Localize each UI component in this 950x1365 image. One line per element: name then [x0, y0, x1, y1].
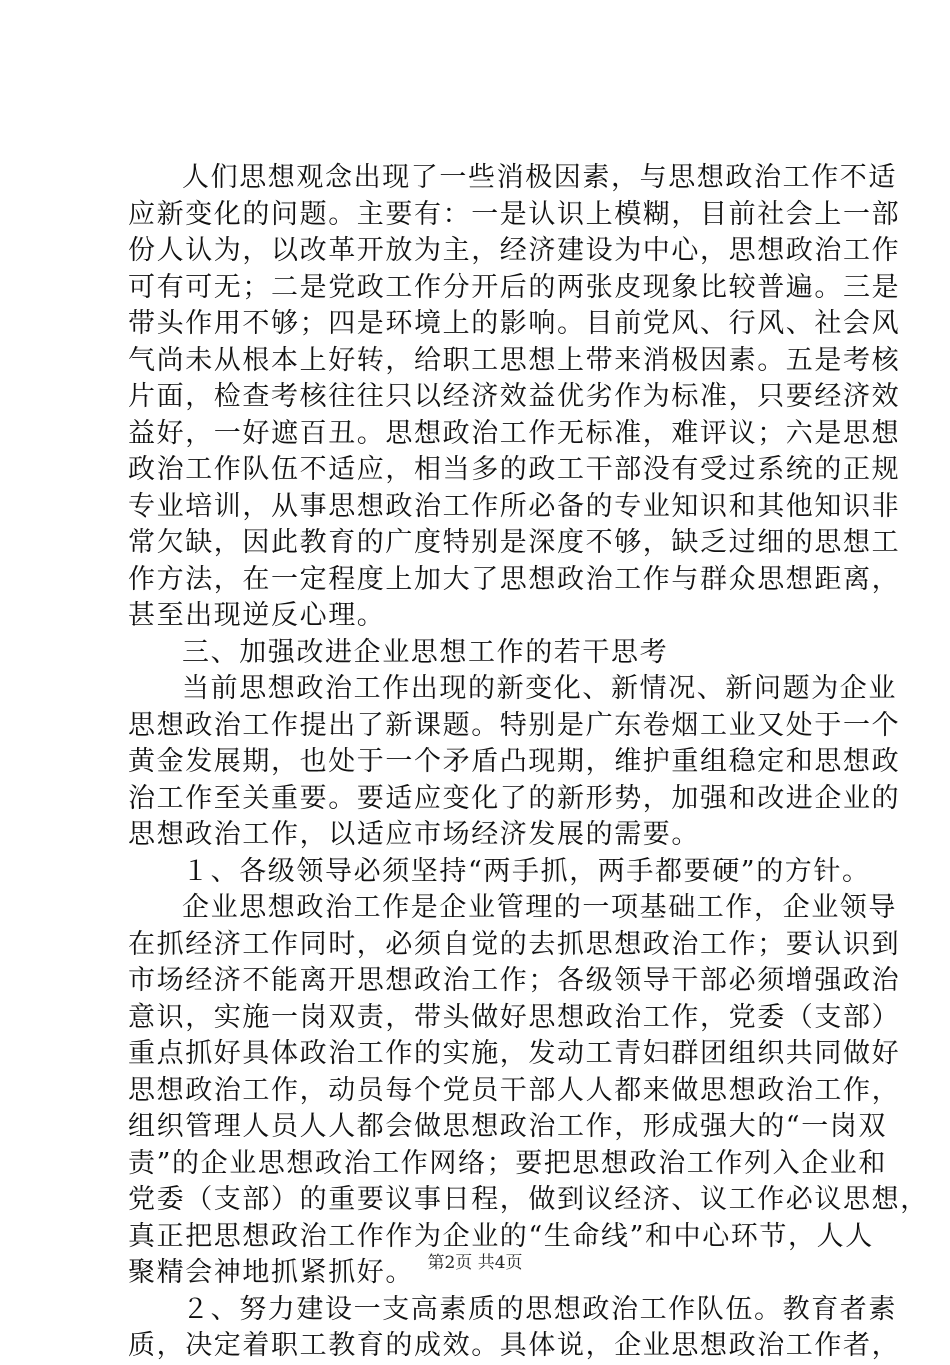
paragraph-line: 人们思想观念出现了一些消极因素，与思想政治工作不适 — [182, 162, 897, 193]
page-number-footer: 第2页 共4页 — [427, 1253, 523, 1273]
paragraph-line: 质，决定着职工教育的成效。具体说，企业思想政治工作者， — [128, 1330, 901, 1361]
paragraph-line: 可有可无；二是党政工作分开后的两张皮现象比较普遍。三是 — [128, 271, 901, 303]
paragraph-line: 思想政治工作，以适应市场经济发展的需要。 — [128, 819, 700, 850]
paragraph-line: 市场经济不能离开思想政治工作；各级领导干部必须增强政治 — [128, 965, 901, 996]
paragraph-line: 组织管理人员人人都会做思想政治工作，形成强大的“一岗双 — [128, 1111, 888, 1142]
paragraph-line: 思想政治工作，动员每个党员干部人人都来做思想政治工作， — [128, 1074, 901, 1106]
paragraph-line: 思想政治工作提出了新课题。特别是广东卷烟工业又处于一个 — [128, 709, 901, 741]
paragraph-line: 气尚未从根本上好转，给职工思想上带来消极因素。五是考核 — [128, 344, 901, 376]
paragraph-line: 意识，实施一岗双责，带头做好思想政治工作，党委（支部） — [128, 1001, 901, 1033]
paragraph-line: 重点抓好具体政治工作的实施，发动工青妇群团组织共同做好 — [128, 1038, 901, 1069]
paragraph-line: 带头作用不够；四是环境上的影响。目前党风、行风、社会风 — [128, 308, 901, 339]
paragraph-line: 当前思想政治工作出现的新变化、新情况、新问题为企业 — [182, 673, 897, 704]
paragraph-line: 在抓经济工作同时，必须自觉的去抓思想政治工作；要认识到 — [128, 928, 901, 960]
paragraph-line: 常欠缺，因此教育的广度特别是深度不够，缺乏过细的思想工 — [128, 527, 901, 558]
paragraph-line: 聚精会神地抓紧抓好。 — [128, 1257, 414, 1288]
subsection-heading: １、各级领导必须坚持“两手抓，两手都要硬”的方针。 — [182, 855, 871, 887]
paragraph-line: 益好，一好遮百丑。思想政治工作无标准，难评议；六是思想 — [128, 417, 901, 449]
subsection-heading: ２、努力建设一支高素质的思想政治工作队伍。教育者素 — [182, 1293, 897, 1325]
paragraph-line: 片面，检查考核往往只以经济效益优劣作为标准，只要经济效 — [128, 381, 901, 412]
paragraph-line: 专业培训，从事思想政治工作所必备的专业知识和其他知识非 — [128, 490, 901, 522]
paragraph-line: 真正把思想政治工作作为企业的“生命线”和中心环节，人人 — [128, 1220, 874, 1252]
paragraph-line: 责”的企业思想政治工作网络；要把思想政治工作列入企业和 — [128, 1147, 888, 1179]
paragraph-line: 黄金发展期，也处于一个矛盾凸现期，维护重组稳定和思想政 — [128, 746, 901, 777]
paragraph-line: 企业思想政治工作是企业管理的一项基础工作，企业领导 — [182, 892, 897, 923]
paragraph-line: 应新变化的问题。主要有：一是认识上模糊，目前社会上一部 — [128, 198, 901, 230]
paragraph-line: 党委（支部）的重要议事日程，做到议经济、议工作必议思想， — [128, 1184, 929, 1215]
section-heading: 三、加强改进企业思想工作的若干思考 — [182, 636, 669, 668]
paragraph-line: 治工作至关重要。要适应变化了的新形势，加强和改进企业的 — [128, 782, 901, 814]
paragraph-line: 政治工作队伍不适应，相当多的政工干部没有受过系统的正规 — [128, 454, 901, 485]
paragraph-line: 份人认为，以改革开放为主，经济建设为中心，思想政治工作 — [128, 235, 901, 266]
paragraph-line: 作方法，在一定程度上加大了思想政治工作与群众思想距离， — [128, 563, 901, 595]
paragraph-line: 甚至出现逆反心理。 — [128, 600, 386, 631]
page-body — [128, 160, 929, 1365]
